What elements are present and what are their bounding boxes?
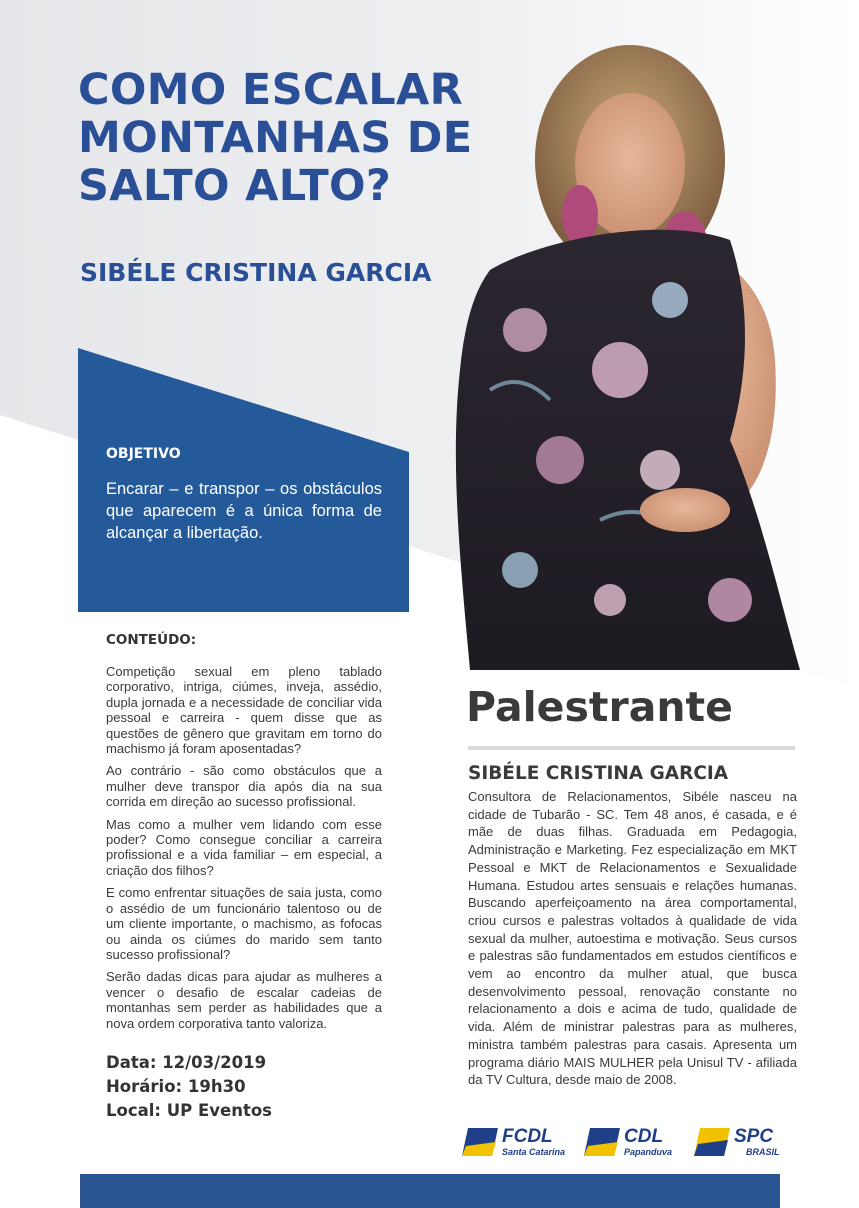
cdl-logo-mark — [584, 1128, 620, 1156]
footer-bar — [80, 1174, 780, 1208]
content-paragraph: Competição sexual em pleno tablado corporativo, intriga, ciúmes, inveja, assédio, dupla jornada e a necessidade de conciliar vida pessoal e carreira - quem disse que as questões de gênero que gravitam em torno do machismo já foram aposentadas? — [106, 664, 382, 757]
cdl-logo — [584, 1124, 684, 1160]
event-location: Local: UP Eventos — [106, 1101, 273, 1120]
event-time: Horário: 19h30 — [106, 1077, 246, 1096]
event-details — [106, 1051, 272, 1123]
speaker-name: SIBÉLE CRISTINA GARCIA — [468, 763, 729, 784]
spc-logo-name: SPC — [734, 1126, 774, 1147]
fcdl-logo — [462, 1124, 572, 1160]
page-title — [78, 66, 498, 210]
speaker-heading: Palestrante — [466, 683, 733, 731]
content-paragraph: Ao contrário - são como obstáculos que a mulher deve transpor dia após dia na sua corrida em direção ao sucesso profissional. — [106, 763, 382, 810]
cdl-logo-sub: Papanduva — [624, 1147, 673, 1157]
spc-logo-sub: BRASIL — [746, 1147, 780, 1157]
speaker-bio: Consultora de Relacionamentos, Sibéle nasceu na cidade de Tubarão - SC. Tem 48 anos, é casada, e é mãe de duas filhas. Graduada em Pedagogia, Administração e Marketing. Fez especialização em MKT Pessoal e MKT de Relacionamentos e Sexualidade Humana. Estudou artes sensuais e relações humanas. Buscando aperfeiçoamento na área comportamental, criou cursos e palestras voltados à qualidade de vida sexual da mulher, autoestima e motivação. Seus cursos e palestras são fundamentados em estudos científicos e vem ao encontro da mulher atual, que busca desenvolvimento pessoal, renovação constante no relacionamento a dois e acima de tudo, qualidade de vida. Além de ministrar palestras para as mulheres, ministra também palestras para casais. Apresenta um programa diário MAIS MULHER pela Unisul TV - afiliada da TV Cultura, desde maio de 2008. — [468, 789, 797, 1088]
fcdl-logo-sub: Santa Catarina — [502, 1147, 566, 1157]
objective-label: OBJETIVO — [106, 446, 181, 462]
fcdl-logo-mark — [462, 1128, 498, 1156]
content-paragraph: Serão dadas dicas para ajudar as mulheres a vencer o desafio de escalar cadeias de montanhas sem perder as habilidades que a nova ordem corporativa tanto valoriza. — [106, 969, 382, 1031]
sponsor-logos — [462, 1124, 792, 1160]
content-paragraph: Mas como a mulher vem lidando com esse poder? Como consegue conciliar a carreira profissional e a vida familiar – em especial, a criação dos filhos? — [106, 816, 382, 878]
content-label: CONTEÚDO: — [106, 632, 197, 648]
content-body — [106, 664, 382, 1038]
spc-logo — [694, 1124, 792, 1160]
fcdl-logo-name: FCDL — [502, 1126, 553, 1147]
spc-logo-mark — [694, 1128, 730, 1156]
objective-text: Encarar – e transpor – os obstáculos que aparecem é a única forma de alcançar a libertação. — [106, 480, 382, 542]
title-line: MONTANHAS DE — [78, 113, 473, 163]
title-line: SALTO ALTO? — [78, 161, 392, 211]
content-paragraph: E como enfrentar situações de saia justa, como o assédio de um funcionário talentoso ou de um cliente importante, o machismo, as fofocas ou ainda os ciúmes do marido sem tanto sucesso profissional? — [106, 885, 382, 962]
title-line: COMO ESCALAR — [78, 65, 463, 115]
divider — [468, 746, 795, 750]
event-date: Data: 12/03/2019 — [106, 1053, 267, 1072]
speaker-subtitle: SIBÉLE CRISTINA GARCIA — [80, 258, 432, 287]
cdl-logo-name: CDL — [624, 1126, 664, 1147]
